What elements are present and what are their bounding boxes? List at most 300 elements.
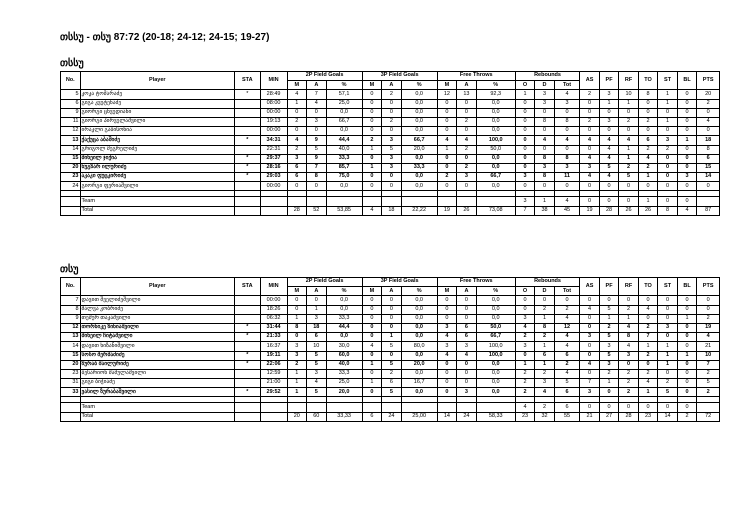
stat-fg3a: 2 xyxy=(382,117,402,126)
stat-as: 19 xyxy=(580,206,600,215)
empty-cell xyxy=(260,412,287,421)
empty-cell xyxy=(287,403,307,412)
player-name: დავით შველიძეშვილი xyxy=(80,296,235,305)
empty-cell xyxy=(61,412,81,421)
col-header-rf: RF xyxy=(619,72,639,90)
team-label: Team xyxy=(80,403,235,412)
empty-cell xyxy=(61,206,81,215)
stat-fg3a: 5 xyxy=(382,388,402,397)
stat-ftm: 0 xyxy=(437,163,457,172)
stat-fg2m: 0 xyxy=(287,305,307,314)
stat-as: 0 xyxy=(580,351,600,360)
stat-as: 0 xyxy=(580,296,600,305)
minutes-cell: 29:03 xyxy=(260,173,287,182)
stat-fta: 0 xyxy=(457,314,477,323)
stat-rf: 5 xyxy=(619,173,639,182)
stat-fg3a: 0 xyxy=(382,182,402,191)
player-name: ბესარიონ მამულაშვილი xyxy=(80,369,235,378)
col-subheader-m: M xyxy=(437,287,457,296)
stat-ftp: 0,0 xyxy=(476,163,515,172)
stat-st: 1 xyxy=(658,360,678,369)
stat-d: 6 xyxy=(535,351,555,360)
stat-pts: 0 xyxy=(697,108,720,117)
stat-to: 23 xyxy=(638,412,658,421)
col-header-sta: STA xyxy=(235,72,261,90)
stat-rf: 1 xyxy=(619,99,639,108)
stat-to: 0 xyxy=(638,403,658,412)
stat-fg2a: 0 xyxy=(307,182,327,191)
stat-pts: 18 xyxy=(697,136,720,145)
stat-as: 0 xyxy=(580,182,600,191)
stat-fg3p: 20,0 xyxy=(401,145,437,154)
starter-mark: * xyxy=(235,333,261,342)
col-header-rebounds: Rebounds xyxy=(515,72,580,81)
empty-cell xyxy=(235,412,261,421)
col-header-bl: BL xyxy=(677,72,697,90)
player-number: 14 xyxy=(61,342,81,351)
player-row xyxy=(61,323,720,332)
col-header-sta: STA xyxy=(235,278,261,296)
stat-fg2p: 33,33 xyxy=(326,412,362,421)
col-subheader-a: A xyxy=(457,81,477,90)
stat-d: 0 xyxy=(535,108,555,117)
team-row xyxy=(61,403,720,412)
stat-o: 23 xyxy=(515,412,535,421)
player-row xyxy=(61,99,720,108)
stat-ftp: 0,0 xyxy=(476,108,515,117)
starter-mark xyxy=(235,342,261,351)
stat-fg3m: 0 xyxy=(362,173,382,182)
empty-cell xyxy=(476,197,515,206)
stat-tot: 0 xyxy=(554,182,580,191)
empty-cell xyxy=(235,197,261,206)
stat-d: 1 xyxy=(535,360,555,369)
stat-d: 0 xyxy=(535,145,555,154)
col-subheader-a: A xyxy=(382,287,402,296)
starter-mark: * xyxy=(235,173,261,182)
stat-st: 0 xyxy=(658,154,678,163)
stat-fg2m: 0 xyxy=(287,127,307,136)
team-label: Team xyxy=(80,197,235,206)
stat-ftm: 0 xyxy=(437,296,457,305)
stat-fg2a: 5 xyxy=(307,351,327,360)
stat-o: 3 xyxy=(515,173,535,182)
stat-pf: 5 xyxy=(599,333,619,342)
stat-fg3p: 0,0 xyxy=(401,173,437,182)
stat-st: 0 xyxy=(658,305,678,314)
stat-rf: 2 xyxy=(619,117,639,126)
empty-cell xyxy=(437,197,457,206)
stat-fg3p: 20,0 xyxy=(401,360,437,369)
stat-fg3m: 0 xyxy=(362,305,382,314)
stat-tot: 2 xyxy=(554,360,580,369)
stat-o: 0 xyxy=(515,136,535,145)
stat-rf: 26 xyxy=(619,206,639,215)
stat-d: 3 xyxy=(535,163,555,172)
stat-to: 1 xyxy=(638,173,658,182)
stat-as: 0 xyxy=(580,342,600,351)
stat-as: 2 xyxy=(580,117,600,126)
stat-fg2a: 0 xyxy=(307,108,327,117)
stat-fg2p: 0,0 xyxy=(326,127,362,136)
stat-fg3a: 3 xyxy=(382,154,402,163)
stat-pf: 0 xyxy=(599,388,619,397)
stat-rf: 8 xyxy=(619,333,639,342)
empty-cell xyxy=(307,197,327,206)
stat-d: 8 xyxy=(535,117,555,126)
stat-fg2m: 1 xyxy=(287,314,307,323)
stat-bl: 0 xyxy=(677,333,697,342)
stat-o: 1 xyxy=(515,360,535,369)
starter-mark xyxy=(235,305,261,314)
starter-mark xyxy=(235,145,261,154)
stat-fg3m: 0 xyxy=(362,108,382,117)
stat-st: 8 xyxy=(658,206,678,215)
stat-to: 2 xyxy=(638,163,658,172)
stat-ftp: 100,0 xyxy=(476,136,515,145)
stat-as: 0 xyxy=(580,403,600,412)
starter-mark: * xyxy=(235,154,261,163)
col-subheader-percent: % xyxy=(476,287,515,296)
player-row xyxy=(61,108,720,117)
col-subheader-tot: Tot xyxy=(554,287,580,296)
stat-as: 3 xyxy=(580,163,600,172)
stat-st: 0 xyxy=(658,182,678,191)
stat-fg2m: 6 xyxy=(287,163,307,172)
stat-rf: 2 xyxy=(619,388,639,397)
starter-mark: * xyxy=(235,351,261,360)
stat-ftp: 0,0 xyxy=(476,296,515,305)
stat-fg2a: 0 xyxy=(307,296,327,305)
stat-o: 2 xyxy=(515,388,535,397)
stat-fg3p: 0,0 xyxy=(401,296,437,305)
stat-d: 38 xyxy=(535,206,555,215)
stat-as: 2 xyxy=(580,90,600,99)
starter-mark: * xyxy=(235,163,261,172)
stat-o: 0 xyxy=(515,296,535,305)
stat-fg2p: 53,85 xyxy=(326,206,362,215)
stat-fg3p: 0,0 xyxy=(401,99,437,108)
player-row xyxy=(61,333,720,342)
stat-fg2m: 3 xyxy=(287,154,307,163)
stat-o: 0 xyxy=(515,154,535,163)
stat-ftp: 66,7 xyxy=(476,333,515,342)
stat-rf: 2 xyxy=(619,379,639,388)
stat-pts: 87 xyxy=(697,206,720,215)
col-header-2p: 2P Field Goals xyxy=(287,278,362,287)
stat-fg3m: 0 xyxy=(362,90,382,99)
minutes-cell: 00:00 xyxy=(260,108,287,117)
player-row xyxy=(61,163,720,172)
col-header-bl: BL xyxy=(677,278,697,296)
stat-rf: 0 xyxy=(619,360,639,369)
stat-fg3m: 1 xyxy=(362,360,382,369)
player-number: 9 xyxy=(61,108,81,117)
player-name: მიხეილ ჩიტაშვილი xyxy=(80,333,235,342)
stat-fg2a: 10 xyxy=(307,342,327,351)
player-name: გიორგი ფერიაშვილი xyxy=(80,182,235,191)
stat-bl: 0 xyxy=(677,145,697,154)
player-row xyxy=(61,342,720,351)
stat-fg3m: 0 xyxy=(362,296,382,305)
empty-cell xyxy=(235,403,261,412)
stat-ftm: 19 xyxy=(437,206,457,215)
col-header-as: AS xyxy=(580,278,600,296)
stat-as: 0 xyxy=(580,145,600,154)
stat-d: 2 xyxy=(535,305,555,314)
stat-st: 0 xyxy=(658,369,678,378)
stat-ftm: 4 xyxy=(437,351,457,360)
stat-as: 3 xyxy=(580,388,600,397)
stat-tot: 4 xyxy=(554,197,580,206)
stat-rf: 2 xyxy=(619,369,639,378)
minutes-cell: 21:33 xyxy=(260,333,287,342)
stat-fg3p: 0,0 xyxy=(401,314,437,323)
stat-ftp: 50,0 xyxy=(476,145,515,154)
col-subheader-o: O xyxy=(515,287,535,296)
stat-tot: 0 xyxy=(554,145,580,154)
stat-tot: 12 xyxy=(554,323,580,332)
col-header-rf: RF xyxy=(619,278,639,296)
stat-to: 7 xyxy=(638,333,658,342)
stat-fg2p: 0,0 xyxy=(326,296,362,305)
stat-fg3a: 2 xyxy=(382,90,402,99)
stat-d: 0 xyxy=(535,127,555,136)
stat-fta: 0 xyxy=(457,360,477,369)
stat-bl: 0 xyxy=(677,369,697,378)
stat-fg3a: 2 xyxy=(382,369,402,378)
stat-fg2a: 3 xyxy=(307,117,327,126)
stat-tot: 5 xyxy=(554,379,580,388)
stat-fg2p: 20,0 xyxy=(326,388,362,397)
stat-ftp: 0,0 xyxy=(476,154,515,163)
stat-ftm: 0 xyxy=(437,388,457,397)
stat-bl: 0 xyxy=(677,360,697,369)
stat-as: 21 xyxy=(580,412,600,421)
stat-d: 8 xyxy=(535,323,555,332)
stat-ftm: 1 xyxy=(437,145,457,154)
stat-d: 1 xyxy=(535,314,555,323)
player-number: 23 xyxy=(61,173,81,182)
minutes-cell: 21:00 xyxy=(260,379,287,388)
starter-mark: * xyxy=(235,388,261,397)
stat-st: 14 xyxy=(658,412,678,421)
stat-st: 2 xyxy=(658,145,678,154)
stat-pf: 2 xyxy=(599,323,619,332)
stat-fg3p: 0,0 xyxy=(401,305,437,314)
stat-st: 1 xyxy=(658,90,678,99)
stat-pf: 1 xyxy=(599,379,619,388)
stat-as: 4 xyxy=(580,173,600,182)
stat-bl: 0 xyxy=(677,379,697,388)
col-subheader-d: D xyxy=(535,81,555,90)
col-header-min: MIN xyxy=(260,278,287,296)
stat-fg2m: 2 xyxy=(287,145,307,154)
stat-as: 7 xyxy=(580,379,600,388)
stat-o: 0 xyxy=(515,305,535,314)
stat-fg2p: 0,0 xyxy=(326,182,362,191)
col-header-pts: PTS xyxy=(697,278,720,296)
col-header-3p: 3P Field Goals xyxy=(362,278,437,287)
stat-pts: 15 xyxy=(697,163,720,172)
stat-to: 0 xyxy=(638,127,658,136)
minutes-cell: 12:59 xyxy=(260,369,287,378)
player-name: კოკა ტომარაძე xyxy=(80,90,235,99)
stat-bl: 1 xyxy=(677,351,697,360)
stat-fg3p: 0,0 xyxy=(401,90,437,99)
stat-tot: 55 xyxy=(554,412,580,421)
stat-ftm: 0 xyxy=(437,117,457,126)
stat-rf: 4 xyxy=(619,136,639,145)
stat-to: 0 xyxy=(638,108,658,117)
stat-pts: 14 xyxy=(697,173,720,182)
stat-fg3m: 0 xyxy=(362,323,382,332)
stat-fg2m: 3 xyxy=(287,342,307,351)
stat-pf: 4 xyxy=(599,145,619,154)
stat-fg3m: 1 xyxy=(362,145,382,154)
empty-cell xyxy=(326,197,362,206)
stat-bl: 1 xyxy=(677,136,697,145)
stat-ftp: 0,0 xyxy=(476,305,515,314)
stat-fg3a: 0 xyxy=(382,351,402,360)
empty-cell xyxy=(401,403,437,412)
stat-fg2m: 0 xyxy=(287,333,307,342)
stat-fta: 4 xyxy=(457,351,477,360)
stat-fg2m: 1 xyxy=(287,99,307,108)
stat-st: 0 xyxy=(658,296,678,305)
stat-fg2a: 6 xyxy=(307,333,327,342)
stat-d: 3 xyxy=(535,99,555,108)
player-name: გიორგი პირველაშვილი xyxy=(80,117,235,126)
player-name: თორნიკე ზინიაშვილი xyxy=(80,323,235,332)
stat-o: 2 xyxy=(515,333,535,342)
col-subheader-percent: % xyxy=(476,81,515,90)
player-row xyxy=(61,388,720,397)
stat-bl: 0 xyxy=(677,127,697,136)
stat-tot: 4 xyxy=(554,342,580,351)
stat-fta: 3 xyxy=(457,342,477,351)
player-row xyxy=(61,369,720,378)
col-header-player: Player xyxy=(80,278,235,296)
minutes-cell: 29:52 xyxy=(260,388,287,397)
stat-as: 0 xyxy=(580,99,600,108)
stat-fta: 3 xyxy=(457,173,477,182)
stat-st: 0 xyxy=(658,333,678,342)
stat-bl: 0 xyxy=(677,182,697,191)
stat-fg2a: 5 xyxy=(307,145,327,154)
empty-cell xyxy=(401,197,437,206)
col-subheader-m: M xyxy=(287,287,307,296)
stat-rf: 0 xyxy=(619,197,639,206)
col-subheader-tot: Tot xyxy=(554,81,580,90)
stat-ftp: 0,0 xyxy=(476,379,515,388)
stat-pts: 7 xyxy=(697,360,720,369)
stat-ftp: 0,0 xyxy=(476,369,515,378)
col-header-st: ST xyxy=(658,72,678,90)
minutes-cell: 18:26 xyxy=(260,305,287,314)
player-name: ზურაბ შაილურიძე xyxy=(80,360,235,369)
stat-o: 4 xyxy=(515,403,535,412)
stat-fg2a: 4 xyxy=(307,99,327,108)
stat-fg3m: 0 xyxy=(362,314,382,323)
stat-d: 8 xyxy=(535,173,555,182)
empty-cell xyxy=(260,197,287,206)
stat-d: 1 xyxy=(535,197,555,206)
col-subheader-percent: % xyxy=(326,287,362,296)
empty-cell xyxy=(476,403,515,412)
stat-ftm: 3 xyxy=(437,342,457,351)
stat-to: 4 xyxy=(638,305,658,314)
stat-fg3m: 1 xyxy=(362,163,382,172)
stat-o: 3 xyxy=(515,197,535,206)
stat-pf: 0 xyxy=(599,127,619,136)
stat-fg3m: 4 xyxy=(362,206,382,215)
stat-pf: 3 xyxy=(599,342,619,351)
stat-fta: 2 xyxy=(457,163,477,172)
stat-tot: 11 xyxy=(554,173,580,182)
game-title: თსსუ - თსუ 87:72 (20-18; 24-12; 24-15; 19-27) xyxy=(60,32,270,43)
stat-fg2a: 5 xyxy=(307,388,327,397)
stat-st: 0 xyxy=(658,314,678,323)
stat-fg3p: 0,0 xyxy=(401,369,437,378)
stat-fg3p: 0,0 xyxy=(401,117,437,126)
stat-fta: 6 xyxy=(457,323,477,332)
stat-fg2p: 33,3 xyxy=(326,154,362,163)
stat-fta: 2 xyxy=(457,117,477,126)
stat-rf: 2 xyxy=(619,163,639,172)
stat-fg3a: 0 xyxy=(382,173,402,182)
empty-cell xyxy=(260,206,287,215)
player-row xyxy=(61,360,720,369)
stat-fg3m: 0 xyxy=(362,117,382,126)
player-number: 23 xyxy=(61,369,81,378)
stat-ftm: 0 xyxy=(437,305,457,314)
stat-bl: 0 xyxy=(677,99,697,108)
stat-fg2p: 85,7 xyxy=(326,163,362,172)
stat-fg2m: 6 xyxy=(287,173,307,182)
stat-bl: 0 xyxy=(677,154,697,163)
stat-rf: 1 xyxy=(619,154,639,163)
stat-tot: 6 xyxy=(554,403,580,412)
starter-mark xyxy=(235,296,261,305)
stat-pf: 0 xyxy=(599,197,619,206)
stat-fg2p: 30,0 xyxy=(326,342,362,351)
stat-fg2p: 0,0 xyxy=(326,108,362,117)
stat-st: 1 xyxy=(658,117,678,126)
stat-tot: 3 xyxy=(554,163,580,172)
stat-fg2p: 33,3 xyxy=(326,369,362,378)
stat-ftp: 58,33 xyxy=(476,412,515,421)
player-number: 31 xyxy=(61,379,81,388)
stat-fg2m: 3 xyxy=(287,351,307,360)
stat-rf: 3 xyxy=(619,351,639,360)
minutes-cell: 28:16 xyxy=(260,163,287,172)
player-name: მიხეილ ჯიქია xyxy=(80,154,235,163)
stat-fg3p: 33,3 xyxy=(401,163,437,172)
stat-st: 0 xyxy=(658,403,678,412)
stat-bl: 0 xyxy=(677,342,697,351)
stat-o: 4 xyxy=(515,323,535,332)
player-number: 13 xyxy=(61,136,81,145)
stat-fg2m: 1 xyxy=(287,388,307,397)
stat-fg2m: 1 xyxy=(287,369,307,378)
stat-fg3a: 0 xyxy=(382,127,402,136)
stat-fg3a: 3 xyxy=(382,163,402,172)
stat-tot: 8 xyxy=(554,154,580,163)
player-number: 14 xyxy=(61,145,81,154)
stat-fg3m: 1 xyxy=(362,379,382,388)
player-name: დავით ხიზანიშვილი xyxy=(80,342,235,351)
